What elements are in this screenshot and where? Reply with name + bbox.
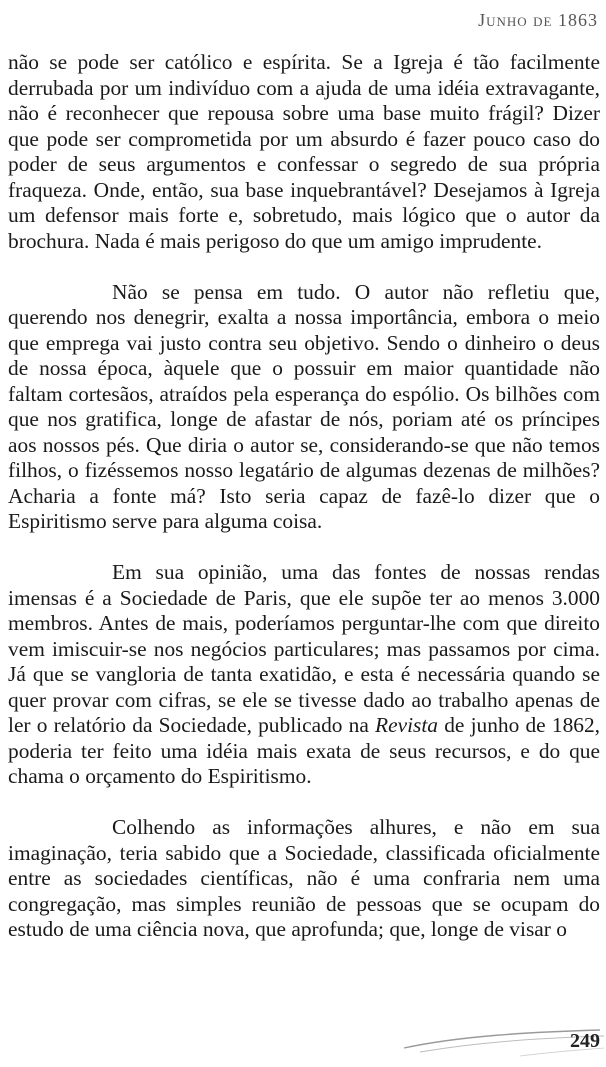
page-number: 249 [570, 1030, 600, 1052]
italic-title: Revista [375, 713, 438, 737]
paragraph-3-part-2: de junho de 1862, poderia ter feito uma idéia mais exata de seus recursos, e do que chama o orçamento do Espiritismo. [8, 713, 600, 788]
paragraph-2: Não se pensa em tudo. O autor não refletiu que, querendo nos denegrir, exalta a nossa importância, embora o meio que emprega vai justo contra seu objetivo. Sendo o dinheiro o deus de nossa época, àquele que o possuir em maior quantidade não faltam cortesãos, atraídos pela esperança do espólio. Os bilhões com que nos gratifica, longe de afastar de nós, poriam até os príncipes aos nossos pés. Que diria o autor se, considerando-se que não temos filhos, o fizéssemos nosso legatário de algumas dezenas de milhões? Acharia a fonte má? Isto seria capaz de fazê-lo dizer que o Espiritismo serve para alguma coisa. [8, 279, 600, 533]
paragraph-3 [8, 560, 600, 790]
running-header: Junho de 1863 [478, 10, 598, 30]
paragraph-3-part-1: Em sua opinião, uma das fontes de nossas rendas imensas é a Sociedade de Paris, que ele supõe ter ao menos 3.000 membros. Antes de mais, poderíamos perguntar-lhe com que direito vem imiscuir-se nos negócios particulares; mas passamos por cima. Já que se vangloria de tanta exatidão, e esta é necessária quando se quer provar com cifras, se ele se tivesse dado ao trabalho apenas de ler o relatório da Sociedade, publicado na [8, 560, 600, 737]
paragraph-4: Colhendo as informações alhures, e não em sua imaginação, teria sabido que a Sociedade, classificada oficialmente entre as sociedades científicas, não é uma confraria nem uma congregação, mas simples reunião de pessoas que se ocupam do estudo de uma ciência nova, que aprofunda; que, longe de visar o [8, 815, 600, 941]
body-text [8, 50, 600, 968]
paragraph-1: não se pode ser católico e espírita. Se a Igreja é tão facilmente derrubada por um indivíduo com a ajuda de uma idéia extravagante, não é reconhecer que repousa sobre uma base muito frágil? Dizer que pode ser comprometida por um absurdo é fazer pouco caso do poder de seus argumentos e confessar o segredo de sua própria fraqueza. Onde, então, sua base inquebrantável? Desejamos à Igreja um defensor mais forte e, sobretudo, mais lógico que o autor da brochura. Nada é mais perigoso do que um amigo imprudente. [8, 50, 600, 253]
